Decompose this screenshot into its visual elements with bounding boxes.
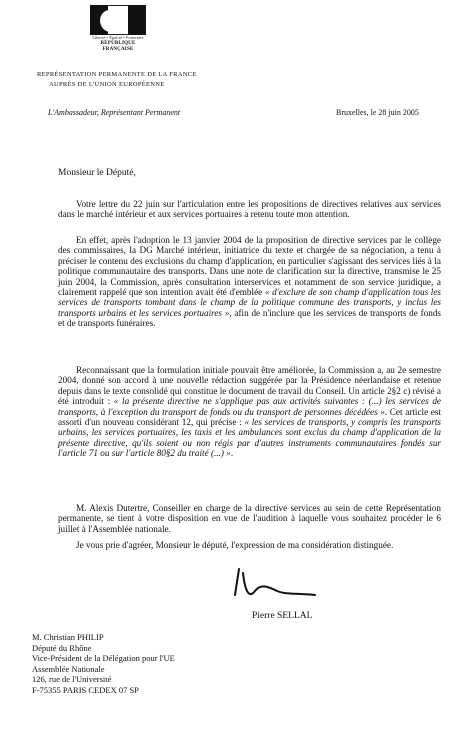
recipient-street: 126, rue de l'Université [32,674,112,685]
paragraph-3-text-a: Reconnaissant que la formulation initiale pouvait être améliorée, la Commission a, au 2e semestre 2004, donné son accord à une nouvelle rédaction suggérée par la Présidence néerlandaise et retenue depuis dans le texte consolidé qui constitue le document de travail du Conseil. Un article 2§2 c) révisé a été introduit : [58,365,441,407]
recipient-institution: Assemblée Nationale [32,663,105,674]
place-date: Bruxelles, le 28 juin 2005 [336,108,419,117]
paragraph-3-text-c: . [230,448,234,459]
paragraph-1: Votre lettre du 22 juin sur l'articulation entre les propositions de directives relatives aux services dans le marché intérieur et aux services portuaires a retenu toute mon attention. [58,199,441,220]
paragraph-3-quote-1: « la présente directive ne s'applique pas aux activités suivantes : (...) les services de transports, à l'exception du transport de fonds ou du transport de personnes décédées » [58,396,441,417]
recipient-role: Député du Rhône [32,642,92,653]
paragraph-2-text-b: , afin de n'inclure que les services de transports de fonds et de transports funéraires. [58,307,441,329]
mission-line-2: AUPRÈS DE L'UNION EUROPÉENNE [49,81,165,88]
recipient-name: M. Christian PHILIP [32,632,104,642]
recipient-address [32,632,292,696]
paragraph-4: M. Alexis Dutertre, Conseiller en charge de la directive services au sein de cette Représentation permanente, se tient à votre disposition en vue de l'audition à laquelle vous souhaitez procéder le 6 juillet à l'Assemblée nationale. [58,503,441,534]
sender-title: L'Ambassadeur, Représentant Permanent [48,108,181,117]
paragraph-3-text-b: . Cet article est assorti d'un nouveau considérant 12, qui précise : [58,406,441,428]
handwritten-signature [225,565,325,605]
paragraph-3-quote-2: « les services de transports, y compris les transports urbains, les services portuaires, les taxis et les ambulances sont exclus du champ d'application de la présente directive, qu'ils soient ou non régis par d'autres instruments communautaires fondés sur l'article 71 ou sur l'article 80§2 du traité (...) » [58,417,441,459]
recipient-city: F-75355 PARIS CEDEX 07 SP [32,684,139,695]
marianne-emblem [90,5,146,35]
closing-formula: Je vous prie d'agréer, Monsieur le député, l'expression de ma considération distinguée. [76,540,394,550]
paragraph-2-quote: « d'exclure de son champ d'application tous les services de transports tombant dans le champ de la politique commune des transports, y inclus les transports urbains et les services portuaires » [58,287,441,318]
republic-motto: Liberté • Égalité • Fraternité [92,35,144,40]
republic-name: RÉPUBLIQUE FRANÇAISE [100,41,136,52]
paragraph-3 [58,365,441,459]
republique-francaise-logo [85,5,151,53]
mission-line-1: REPRÉSENTATION PERMANENTE DE LA FRANCE [37,71,197,78]
paragraph-2 [58,235,441,329]
salutation: Monsieur le Député, [58,168,136,178]
paragraph-2-text-a: En effet, après l'adoption le 13 janvier 2004 de la proposition de directive services par le collège des commissaires, la DG Marché intérieur, initiatrice du texte et chargée de sa négociation, a tenu à préciser le contenu des exclusions du champ d'application, en particulier s'agissant des services liés à la politique communautaire des transports. Dans une note de clarification sur la directive, transmise le 25 juin 2004, la Commission, après consultation interservices et notamment de son service juridique, a clairement rappelé que son intention avait été d'emblée [58,235,441,298]
signatory-name: Pierre SELLAL [252,611,313,621]
recipient-function: Vice-Président de la Délégation pour l'UE [32,653,175,664]
